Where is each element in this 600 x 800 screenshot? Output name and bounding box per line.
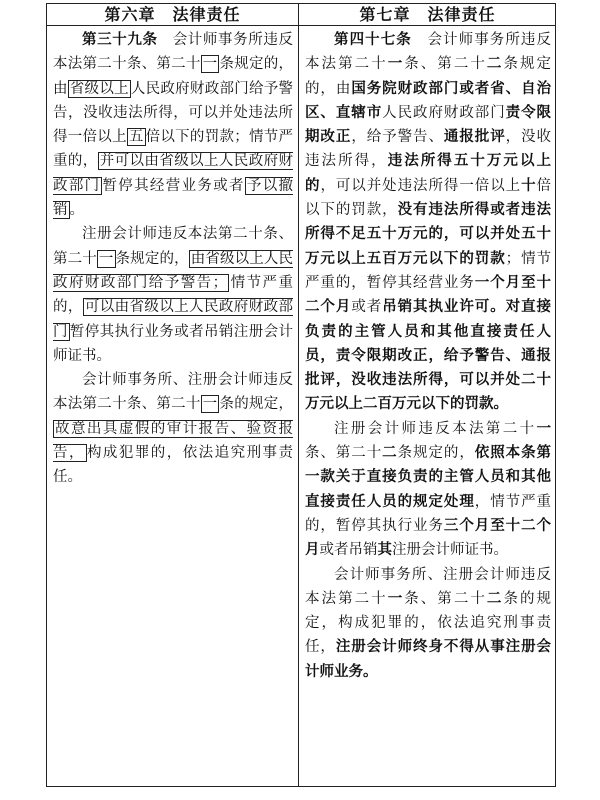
text-run: 注册会计师证书。 (392, 542, 508, 559)
text-run: 人民政府财政部门 (382, 104, 506, 121)
text-run: ，情节严重的，暂停其执行业务 (305, 493, 551, 534)
text-run: 条规定的， (397, 445, 475, 462)
bold-text: 没有违法所得或者违法所得不足五十万元的，可以并处五十万元以上五百万元以下的罚款 (305, 201, 552, 267)
text-run: 。 (69, 202, 84, 219)
text-run: 暂停其执行业务或者吊销注册会计师证书。 (53, 323, 294, 364)
left-column (53, 28, 293, 490)
boxed-text: 可以由省级以上人民政府财政部门 (53, 299, 294, 340)
right-paragraph-2 (305, 417, 551, 563)
text-run: 条、第二十 (404, 590, 487, 607)
bold-text: 二 (486, 589, 504, 607)
boxed-text: 由省级以上人民政府财政部门给予警告； (53, 250, 294, 291)
header-divider (47, 25, 555, 26)
bold-text: 其 (377, 541, 392, 559)
boxed-text: 一 (202, 396, 218, 413)
left-paragraph-3 (53, 368, 293, 489)
text-run: 或者 (351, 299, 383, 316)
text-run: 条规定的，由 (305, 56, 552, 97)
text-run: ；情节严重的，暂停其经营业务 (305, 250, 552, 291)
text-run: 条、第二十 (404, 56, 487, 73)
boxed-text: 五 (128, 129, 144, 146)
text-run: 情节严重的， (53, 274, 294, 316)
bold-text: 违法所得五十万元以上的 (305, 152, 552, 194)
text-run: 条的规定， (219, 396, 294, 413)
article-number: 第三十九条 (82, 31, 158, 48)
bold-text: 一 (387, 589, 405, 607)
text-run: 条规定的， (115, 250, 189, 267)
left-chapter-header: 第六章 法律责任 (104, 5, 241, 24)
bold-text: 注册会计师终身不得从事注册会计师业务。 (305, 638, 552, 680)
right-column (305, 28, 551, 684)
text-run: 条规定的，由 (53, 56, 294, 97)
comparison-table (46, 3, 556, 787)
bold-text: 依照本条第一款关于直接负责的主管人员和其他直接责任人员的规定处理 (305, 444, 552, 510)
bold-text: 吊销其执业许可。对直接负责的主管人员和其他直接责任人员，责令限期改正，给予警告、通报批评，没收违法所得，可以并处二十万元以上二百万元以下的罚款。 (305, 298, 552, 413)
article-number: 第四十七条 (334, 31, 412, 48)
text-run: 注册会计师违反本法第二十 (334, 420, 537, 437)
left-paragraph-2 (53, 222, 293, 368)
boxed-text: 一 (202, 56, 218, 73)
bold-text: 十 (521, 176, 537, 194)
bold-text: 一 (387, 55, 405, 73)
text-run: 条、第二十 (305, 445, 383, 462)
text-run: 会计师事务所违反本法第二十 (305, 32, 552, 73)
boxed-text: 一 (98, 250, 114, 267)
text-run: ，可以并处违法所得一倍以上 (320, 177, 522, 194)
text-run: 会计师事务所、注册会计师违反本法第二十条、第二十 (53, 372, 293, 413)
text-run: 构成犯罪的，依法追究刑事责任。 (53, 445, 294, 486)
bold-text: 二 (486, 55, 504, 73)
text-run: 会计师事务所违反本法第二十条、第二十 (53, 32, 294, 73)
text-run: 倍以下的罚款， (305, 177, 552, 219)
bold-text: 二 (382, 444, 398, 462)
text-run: ，没收违法所得， (305, 129, 552, 170)
text-run: 或者吊销 (319, 542, 378, 559)
left-paragraph-1 (53, 28, 293, 222)
bold-text: 三个月至十二个月 (305, 516, 552, 559)
column-divider (298, 4, 299, 786)
bold-text: 责令限期改正 (305, 103, 552, 146)
boxed-text: 并可以由省级以上人民政府财政部门 (53, 153, 294, 194)
text-run: 会计师事务所、注册会计师违反本法第二十 (305, 566, 551, 607)
text-run: 倍以下的罚款；情节严重的， (53, 129, 294, 170)
right-chapter-header: 第七章 法律责任 (359, 5, 496, 24)
bold-text: 一 (536, 419, 551, 437)
text-run: 条的规定，构成犯罪的，依法追究刑事责任， (305, 590, 552, 656)
right-paragraph-3 (305, 563, 551, 684)
boxed-text: 予以撤销 (53, 177, 294, 219)
boxed-text: 故意出具虚假的审计报告、验资报告， (53, 420, 293, 462)
bold-text: 国务院财政部门或者省、自治区、直辖市 (305, 79, 552, 121)
text-run: ，给予警告、 (351, 129, 444, 146)
text-run: 人民政府财政部门给予警告，没收违法所得，可以并处违法所得一倍以上 (53, 80, 294, 146)
bold-text: 一个月至十二个月 (305, 273, 551, 316)
text-run: 暂停其经营业务或者 (102, 177, 245, 194)
text-run: 注册会计师违反本法第二十条、第二十 (53, 226, 293, 267)
boxed-text: 省级以上 (69, 80, 129, 97)
right-paragraph-1 (305, 28, 551, 417)
bold-text: 通报批评 (443, 128, 506, 146)
